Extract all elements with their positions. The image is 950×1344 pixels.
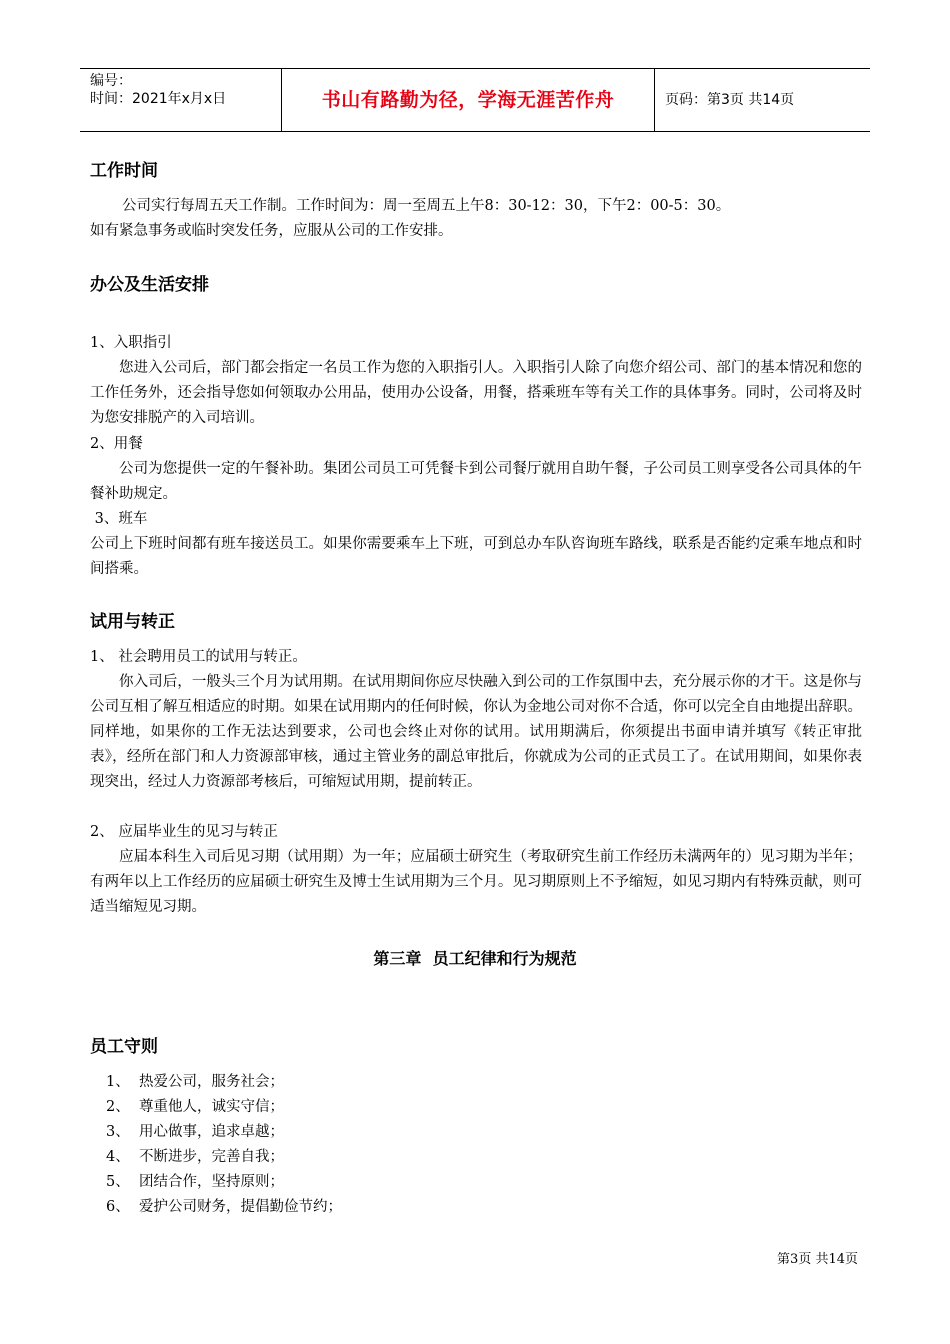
list-item: 1、 热爱公司，服务社会； bbox=[106, 1074, 284, 1090]
header-time-label: 时间：2021年x月x日 bbox=[90, 91, 227, 107]
header-meta bbox=[90, 72, 280, 108]
page-footer: 第3页 共14页 bbox=[777, 1252, 858, 1267]
header-motto: 书山有路勤为径，学海无涯苦作舟 bbox=[321, 89, 615, 111]
work-time-paragraph-1: 公司实行每周五天工作制。工作时间为：周一至周五上午8：30-12：30，下午2：00-5：30。 bbox=[122, 198, 731, 214]
office-item-2-text: 公司为您提供一定的午餐补助。集团公司员工可凭餐卡到公司餐厅就用自助午餐，子公司员工则享受各公司具体的午餐补助规定。 bbox=[90, 461, 862, 502]
probation-item-1-title: 1、 社会聘用员工的试用与转正。 bbox=[90, 649, 307, 665]
office-item-3-title: 3、班车 bbox=[90, 511, 148, 527]
office-item-3-text: 公司上下班时间都有班车接送员工。如果你需要乘车上下班，可到总办车队咨询班车路线，联系是否能约定乘车地点和时间搭乘。 bbox=[90, 536, 862, 577]
list-item: 2、 尊重他人，诚实守信； bbox=[106, 1099, 284, 1115]
list-item: 5、 团结合作，坚持原则； bbox=[106, 1174, 284, 1190]
probation-item-1-text: 你入司后，一般头三个月为试用期。在试用期间你应尽快融入到公司的工作氛围中去，充分展示你的才干。这是你与公司互相了解互相适应的时期。如果在试用期内的任何时候，你认为金地公司对你不合适，你可以完全自由地提出辞职。同样地，如果你的工作无法达到要求，公司也会终止对你的试用。试用期满后，你须提出书面申请并填写《转正审批表》，经所在部门和人力资源部审核，通过主管业务的副总审批后，你就成为公司的正式员工了。在试用期间，如果你表现突出，经过人力资源部考核后，可缩短试用期，提前转正。 bbox=[90, 674, 862, 790]
header-page-info: 页码：第3页 共14页 bbox=[665, 92, 795, 108]
section-title-work-time: 工作时间 bbox=[90, 161, 158, 181]
header-number-label: 编号： bbox=[90, 73, 132, 89]
office-item-1-text: 您进入公司后，部门都会指定一名员工作为您的入职指引人。入职指引人除了向您介绍公司、部门的基本情况和您的工作任务外，还会指导您如何领取办公用品，使用办公设备，用餐，搭乘班车等有关工作的具体事务。同时，公司将及时为您安排脱产的入司培训。 bbox=[90, 360, 862, 426]
work-time-paragraph-2: 如有紧急事务或临时突发任务，应服从公司的工作安排。 bbox=[90, 223, 453, 239]
page-header bbox=[80, 68, 870, 132]
probation-item-2-text: 应届本科生入司后见习期（试用期）为一年；应届硕士研究生（考取研究生前工作经历未满两年的）见习期为半年；有两年以上工作经历的应届硕士研究生及博士生试用期为三个月。见习期原则上不予缩短，如见习期内有特殊贡献，则可适当缩短见习期。 bbox=[90, 849, 862, 915]
section-title-office-life: 办公及生活安排 bbox=[90, 275, 209, 295]
list-item: 6、 爱护公司财务，提倡勤俭节约； bbox=[106, 1199, 342, 1215]
probation-item-2-title: 2、 应届毕业生的见习与转正 bbox=[90, 824, 278, 840]
chapter-title: 第三章 员工纪律和行为规范 bbox=[373, 949, 577, 968]
code-list bbox=[106, 1070, 342, 1220]
office-item-1-title: 1、入职指引 bbox=[90, 335, 172, 351]
office-item-2-title: 2、用餐 bbox=[90, 436, 143, 452]
header-divider bbox=[654, 69, 655, 131]
section-title-probation: 试用与转正 bbox=[90, 612, 175, 632]
section-title-code: 员工守则 bbox=[90, 1037, 158, 1057]
list-item: 3、 用心做事，追求卓越； bbox=[106, 1124, 284, 1140]
list-item: 4、 不断进步，完善自我； bbox=[106, 1149, 284, 1165]
